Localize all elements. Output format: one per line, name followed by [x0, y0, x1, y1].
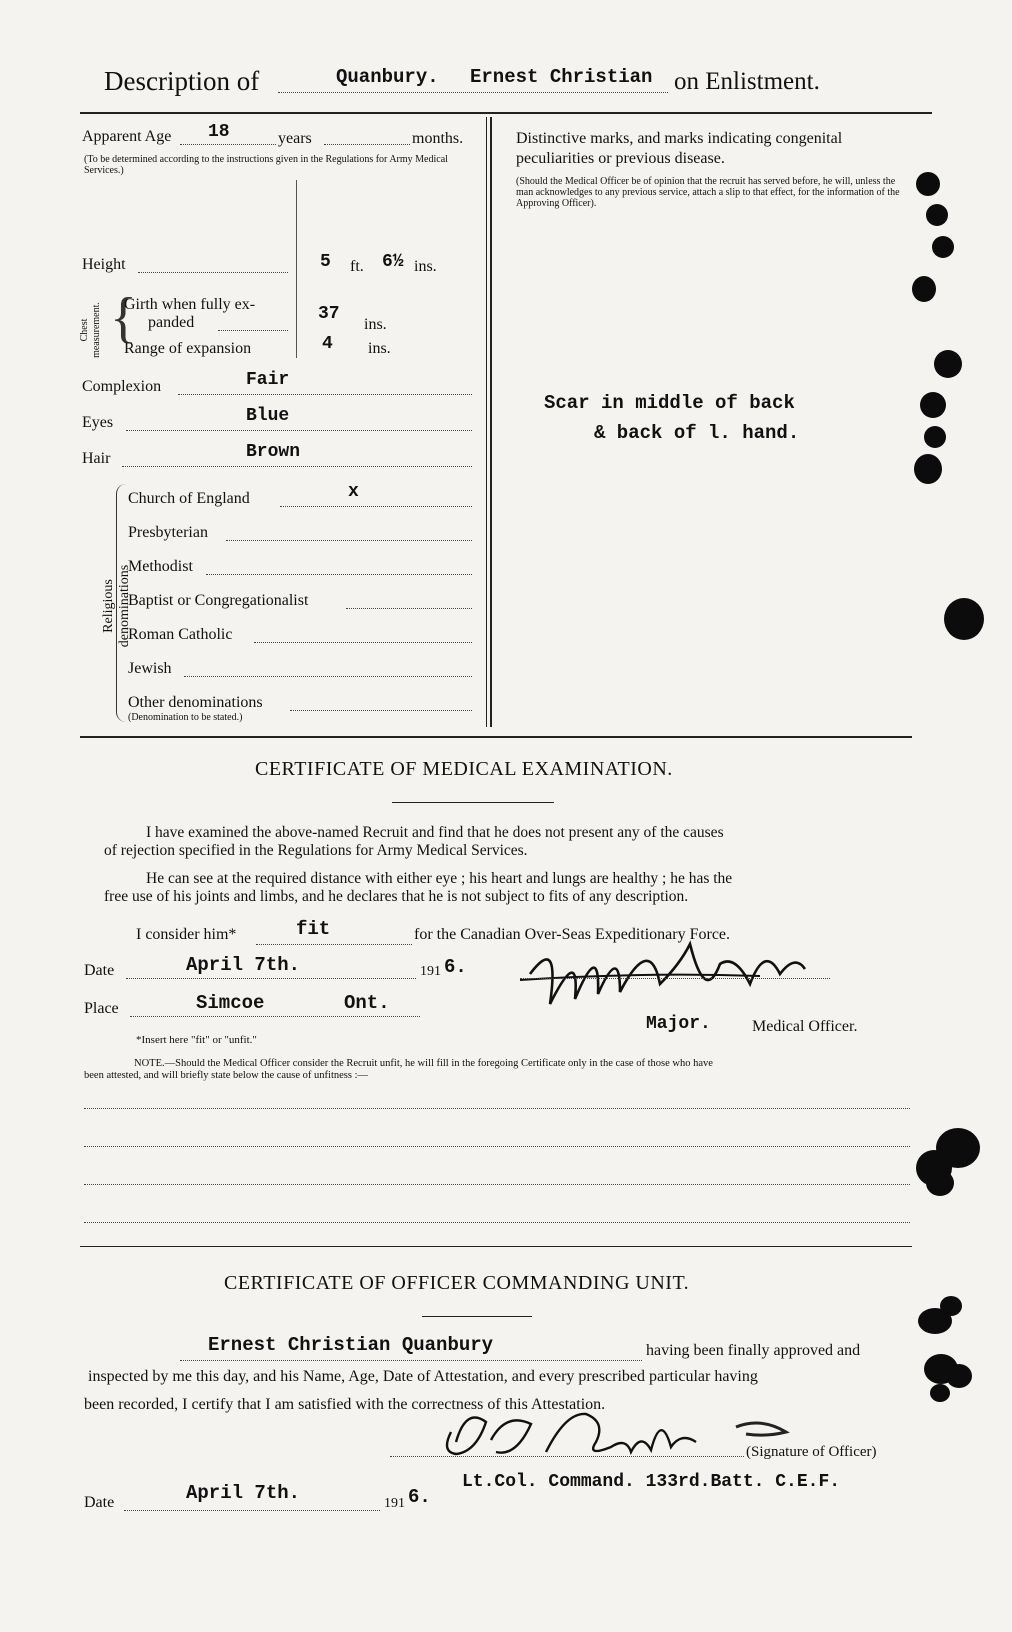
commanding-line-2: inspected by me this day, and his Name, Age, Date of Attestation, and every prescribed particular having: [88, 1368, 758, 1385]
header-name-line: [278, 92, 668, 93]
religion-jewish: Jewish: [128, 660, 172, 677]
medical-title-rule: [392, 802, 554, 803]
place-value: Simcoe: [196, 992, 265, 1014]
medical-officer-label: Medical Officer.: [752, 1018, 858, 1035]
age-note: (To be determined according to the instructions given in the Regulations for Army Medical Services.): [84, 154, 448, 176]
medical-officer-signature: [520, 924, 820, 1016]
top-rule: [80, 112, 932, 114]
religion-line-2: [206, 574, 472, 575]
commanding-title-rule: [422, 1316, 532, 1317]
religion-line-0: [280, 506, 472, 507]
medical-title: CERTIFICATE OF MEDICAL EXAMINATION.: [255, 758, 673, 780]
chest-side-label: Chest measurement.: [79, 302, 102, 358]
height-in: 6½: [382, 252, 404, 272]
medical-note-2: been attested, and will briefly state below the cause of unfitness :—: [84, 1070, 368, 1081]
header-surname: Quanbury.: [336, 66, 439, 88]
commanding-line-3: been recorded, I certify that I am satisfied with the correctness of this Attestation.: [84, 1396, 606, 1413]
lower-rule: [80, 1246, 912, 1247]
commanding-title: CERTIFICATE OF OFFICER COMMANDING UNIT.: [224, 1272, 690, 1294]
for-force-label: for the Canadian Over-Seas Expeditionary Force.: [414, 926, 731, 943]
years-label: years: [278, 130, 312, 147]
ink-blot: [926, 204, 948, 226]
commanding-date-value: April 7th.: [186, 1482, 301, 1504]
commanding-year-suffix: 6.: [408, 1486, 431, 1508]
religion-line-3: [346, 608, 472, 609]
place-value-2: Ont.: [344, 992, 390, 1014]
hair-value: Brown: [246, 442, 301, 462]
unfitness-line-3: [84, 1184, 910, 1185]
religion-line-4: [254, 642, 472, 643]
ink-blot: [946, 1364, 972, 1388]
commanding-line-1: having been finally approved and: [646, 1342, 861, 1359]
unfitness-line-1: [84, 1108, 910, 1109]
ft-label: ft.: [350, 258, 364, 275]
eyes-label: Eyes: [82, 414, 114, 431]
column-divider-2: [486, 117, 487, 727]
place-label: Place: [84, 1000, 119, 1017]
mid-rule: [80, 736, 912, 738]
inner-divider: [296, 180, 297, 358]
distinctive-heading-2: peculiarities or previous disease.: [516, 150, 725, 167]
religion-church-of-england: Church of England: [128, 490, 250, 507]
age-label: Apparent Age: [82, 128, 172, 145]
medical-para2-line2: free use of his joints and limbs, and he declares that he is not subject to fits of any description.: [104, 888, 689, 905]
medical-note-1: NOTE.—Should the Medical Officer consider the Recruit unfit, he will fill in the foregoing Certificate only in the case of those who have: [134, 1058, 713, 1069]
ink-blot: [940, 1296, 962, 1316]
place-line: [130, 1016, 420, 1017]
commanding-name-value: Ernest Christian Quanbury: [208, 1334, 494, 1356]
girth-label-1: Girth when fully ex-: [124, 296, 256, 313]
complexion-label: Complexion: [82, 378, 162, 395]
ink-blot: [944, 598, 984, 640]
medical-para2-line1: He can see at the required distance with either eye ; his heart and lungs are healthy ; he has the: [146, 870, 733, 887]
height-ft: 5: [320, 252, 331, 272]
medical-date-value: April 7th.: [186, 954, 301, 976]
medical-year-suffix: 6.: [444, 956, 467, 978]
hair-line: [122, 466, 472, 467]
range-ins-label: ins.: [368, 340, 391, 357]
religion-brace: [116, 484, 127, 722]
unfitness-line-2: [84, 1146, 910, 1147]
eyes-line: [126, 430, 472, 431]
commanding-date-line: [124, 1510, 380, 1511]
medical-date-line: [126, 978, 416, 979]
consider-label: I consider him*: [136, 926, 237, 943]
commanding-name-line: [180, 1360, 642, 1361]
eyes-value: Blue: [246, 406, 290, 426]
commanding-year-prefix: 191: [384, 1496, 405, 1511]
range-label: Range of expansion: [124, 340, 252, 357]
commanding-rank: Lt.Col. Command. 133rd.Batt. C.E.F.: [462, 1472, 841, 1492]
age-line: [180, 144, 276, 145]
fit-line: [256, 944, 412, 945]
complexion-value: Fair: [246, 370, 290, 390]
commanding-date-label: Date: [84, 1494, 115, 1511]
ink-blot: [930, 1384, 950, 1402]
range-value: 4: [322, 334, 333, 354]
unfitness-line-4: [84, 1222, 910, 1223]
girth-ins-label: ins.: [364, 316, 387, 333]
girth-line: [218, 330, 288, 331]
height-label: Height: [82, 256, 126, 273]
religion-side-label-2: denominations: [117, 564, 132, 648]
religion-line-6: [290, 710, 472, 711]
header-suffix: on Enlistment.: [674, 68, 820, 95]
signature-of-officer-label: (Signature of Officer): [746, 1444, 877, 1460]
commanding-signature-line: [390, 1456, 744, 1457]
religion-roman-catholic: Roman Catholic: [128, 626, 233, 643]
fit-value: fit: [296, 918, 331, 940]
other-denomination-note: (Denomination to be stated.): [128, 712, 243, 723]
ink-blot: [912, 276, 936, 302]
commanding-officer-signature: [436, 1402, 816, 1472]
girth-label-2: panded: [148, 314, 195, 331]
ink-blot: [926, 1170, 954, 1196]
chest-brace: {: [110, 287, 137, 349]
age-value: 18: [208, 122, 230, 142]
religion-presbyterian: Presbyterian: [128, 524, 208, 541]
column-divider: [490, 117, 492, 727]
header-given-names: Ernest Christian: [470, 66, 653, 88]
distinctive-marks-line-2: & back of l. hand.: [594, 422, 800, 444]
header-prefix: Description of: [104, 66, 260, 96]
complexion-line: [178, 394, 472, 395]
distinctive-marks-line-1: Scar in middle of back: [544, 392, 795, 414]
medical-para1-line2: of rejection specified in the Regulations for Army Medical Services.: [104, 842, 528, 859]
ink-blot: [916, 172, 940, 196]
medical-para1-line1: I have examined the above-named Recruit and find that he does not present any of the causes: [146, 824, 724, 841]
height-line: [138, 272, 288, 273]
insert-note: *Insert here "fit" or "unfit.": [136, 1034, 257, 1046]
ink-blot: [920, 392, 946, 418]
religion-line-5: [184, 676, 472, 677]
height-ins-label: ins.: [414, 258, 437, 275]
medical-signature-line: [520, 978, 830, 979]
religion-mark-church-of-england: x: [348, 482, 359, 502]
ink-blot: [914, 454, 942, 484]
religion-other: Other denominations: [128, 694, 263, 711]
distinctive-heading-1: Distinctive marks, and marks indicating congenital: [516, 130, 843, 147]
religion-side-label-1: Religious: [101, 579, 116, 633]
religion-line-1: [226, 540, 472, 541]
months-label: months.: [412, 130, 464, 147]
hair-label: Hair: [82, 450, 111, 467]
medical-rank: Major.: [646, 1014, 711, 1034]
girth-value: 37: [318, 304, 340, 324]
ink-blot: [934, 350, 962, 378]
distinctive-note: (Should the Medical Officer be of opinion that the recruit has served before, he will, unless the man acknowledges to any previous service, attach a slip to that effect, for the information of the Approving Officer).: [516, 176, 900, 209]
religion-baptist: Baptist or Congregationalist: [128, 592, 309, 609]
medical-year-prefix: 191: [420, 964, 441, 979]
medical-date-label: Date: [84, 962, 115, 979]
religion-methodist: Methodist: [128, 558, 193, 575]
ink-blot: [932, 236, 954, 258]
months-line: [324, 144, 410, 145]
ink-blot: [924, 426, 946, 448]
